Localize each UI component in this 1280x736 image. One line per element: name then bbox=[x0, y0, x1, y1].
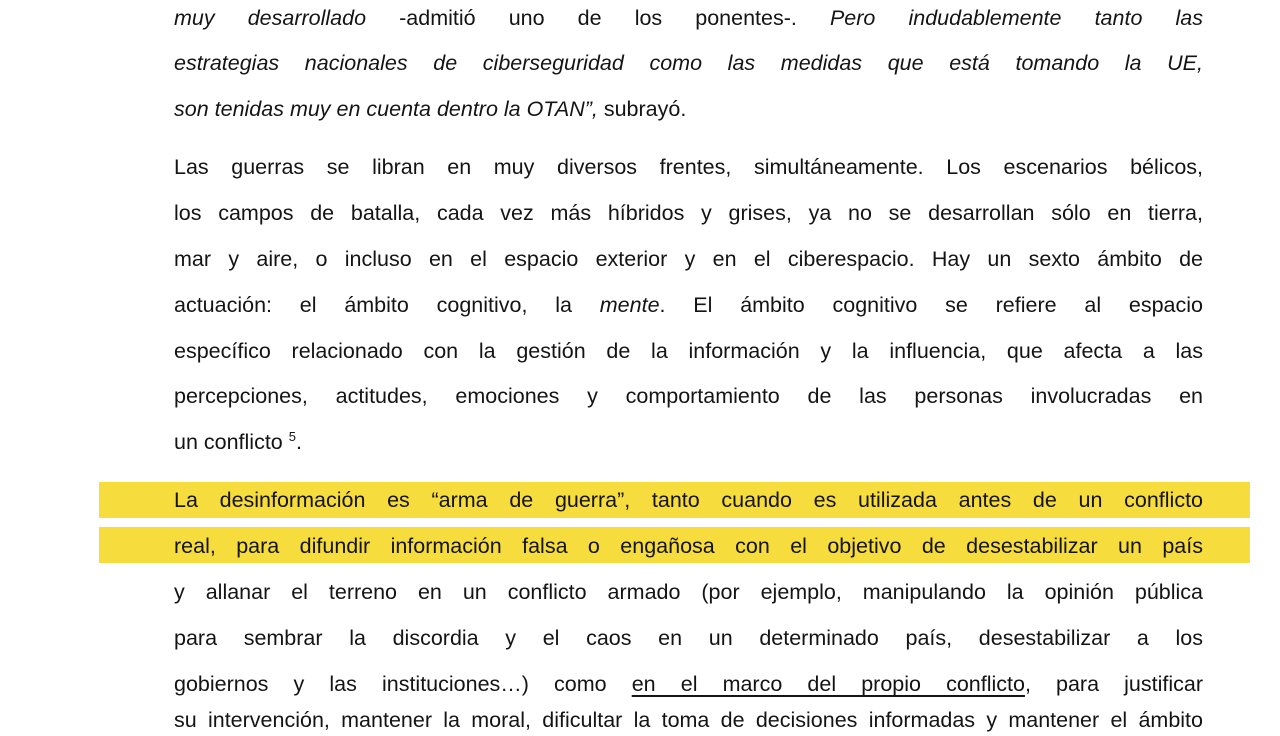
plain-text: subrayó. bbox=[597, 97, 687, 121]
paragraph-3-line-4: para sembrar la discordia y el caos en un determinado país, desestabilizar a los bbox=[174, 626, 1203, 650]
paragraph-3-line-3: y allanar el terreno en un conflicto armado (por ejemplo, manipulando la opinión pública bbox=[174, 580, 1203, 604]
paragraph-1-line-1 bbox=[174, 2, 1203, 34]
italic-text: son tenidas muy en cuenta dentro la OTAN”, bbox=[174, 97, 598, 121]
plain-text: , para justificar bbox=[1024, 672, 1203, 696]
paragraph-2-line-6: percepciones, actitudes, emociones y comportamiento de las personas involucradas en bbox=[174, 384, 1203, 408]
plain-text: gobiernos y las instituciones…) como bbox=[174, 672, 632, 696]
paragraph-2-line-3: mar y aire, o incluso en el espacio exterior y en el ciberespacio. Hay un sexto ámbito de bbox=[174, 247, 1203, 271]
plain-text: . bbox=[295, 430, 302, 454]
paragraph-2-line-1: Las guerras se libran en muy diversos frentes, simultáneamente. Los escenarios bélicos, bbox=[174, 155, 1203, 179]
plain-text: un conflicto bbox=[174, 430, 289, 454]
paragraph-2-line-4 bbox=[174, 289, 1203, 321]
underlined-text: en el marco del propio conflicto bbox=[631, 672, 1025, 696]
paragraph-3-line-5 bbox=[174, 668, 1203, 700]
italic-text: Pero indudablemente tanto las bbox=[829, 6, 1203, 30]
paragraph-2-line-7 bbox=[174, 426, 1203, 458]
paragraph-3-line-6-partial: su intervención, mantener la moral, dificultar la toma de decisiones informadas y mantener el ámbito bbox=[174, 708, 1203, 732]
plain-text: -admitió uno de los ponentes-. bbox=[366, 6, 830, 30]
paragraph-1-line-3 bbox=[174, 93, 1203, 125]
plain-text: . El ámbito cognitivo se refiere al espacio bbox=[659, 293, 1203, 317]
partial-line-clip bbox=[174, 708, 1203, 732]
paragraph-3-line-1: La desinformación es “arma de guerra”, tanto cuando es utilizada antes de un conflicto bbox=[174, 488, 1203, 512]
paragraph-1-line-2: estrategias nacionales de ciberseguridad como las medidas que está tomando la UE, bbox=[174, 51, 1203, 75]
italic-text: muy desarrollado bbox=[174, 6, 367, 30]
plain-text: actuación: el ámbito cognitivo, la bbox=[174, 293, 600, 317]
italic-text: mente bbox=[599, 293, 660, 317]
paragraph-3-line-2: real, para difundir información falsa o engañosa con el objetivo de desestabilizar un país bbox=[174, 534, 1203, 558]
paragraph-2-line-5: específico relacionado con la gestión de la información y la influencia, que afecta a las bbox=[174, 339, 1203, 363]
paragraph-2-line-2: los campos de batalla, cada vez más híbridos y grises, ya no se desarrollan sólo en tierra, bbox=[174, 201, 1203, 225]
footnote-marker[interactable]: 5 bbox=[288, 429, 296, 444]
